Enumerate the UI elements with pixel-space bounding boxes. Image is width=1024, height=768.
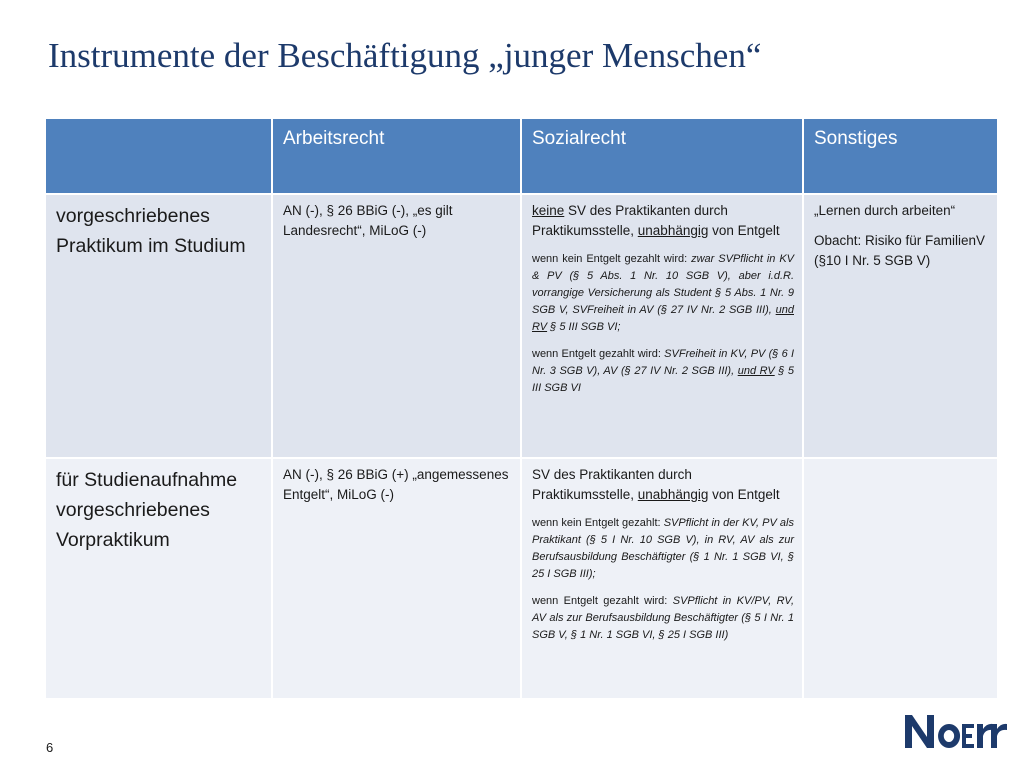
slide-title: Instrumente der Beschäftigung „junger Menschen“ bbox=[48, 36, 762, 75]
logo-letter-o bbox=[938, 724, 960, 748]
sozialrecht-note: wenn kein Entgelt gezahlt wird: zwar SVPflicht in KV & PV (§ 5 Abs. 1 Nr. 10 SGB V), aber i.d.R. vorrangige Versicherung als Student § 5 Abs. 1 Nr. 9 SGB V, SVFreiheit in AV (§ 27 IV Nr. 2 SGB III), und RV § 5 III SGB VI; bbox=[532, 253, 794, 333]
instruments-table bbox=[44, 117, 999, 700]
sonstiges-line: Obacht: Risiko für FamilienV (§10 I Nr. 5 SGB V) bbox=[814, 233, 986, 268]
sozialrecht-note: wenn kein Entgelt gezahlt: SVPflicht in der KV, PV als Praktikant (§ 5 I Nr. 10 SGB V), in RV, AV als zur Berufsausbildung Beschäftigter (§ 1 Nr. 1 SGB VI, § 25 I SGB III); bbox=[532, 517, 794, 580]
sozialrecht-main: SV des Praktikanten durch Praktikumsstelle, unabhängig von Entgelt bbox=[532, 467, 780, 502]
logo-letter-n bbox=[905, 715, 934, 748]
arbeitsrecht-cell: AN (-), § 26 BBiG (-), „es gilt Landesrecht“, MiLoG (-) bbox=[272, 194, 521, 458]
sonstiges-line: „Lernen durch arbeiten“ bbox=[814, 203, 956, 218]
arbeitsrecht-cell: AN (-), § 26 BBiG (+) „angemessenes Entgelt“, MiLoG (-) bbox=[272, 458, 521, 699]
header-sozialrecht: Sozialrecht bbox=[521, 118, 803, 194]
page-number: 6 bbox=[46, 740, 54, 755]
row-label: vorgeschriebenes Praktikum im Studium bbox=[45, 194, 272, 458]
header-arbeitsrecht: Arbeitsrecht bbox=[272, 118, 521, 194]
row-label: für Studienaufnahme vorgeschriebenes Vorpraktikum bbox=[45, 458, 272, 699]
table-header-row bbox=[45, 118, 998, 194]
sozialrecht-main: keine SV des Praktikanten durch Praktikumsstelle, unabhängig von Entgelt bbox=[532, 203, 780, 238]
sozialrecht-note: wenn Entgelt gezahlt wird: SVFreiheit in KV, PV (§ 6 I Nr. 3 SGB V), AV (§ 27 IV Nr. 2 SGB III), und RV § 5 III SGB VI bbox=[532, 348, 795, 394]
noerr-logo bbox=[903, 710, 1007, 752]
header-empty bbox=[45, 118, 272, 194]
table-row bbox=[45, 194, 998, 458]
sonstiges-cell bbox=[803, 458, 998, 699]
header-sonstiges: Sonstiges bbox=[803, 118, 998, 194]
table-row bbox=[45, 458, 998, 699]
sozialrecht-cell bbox=[521, 458, 803, 699]
sozialrecht-note: wenn Entgelt gezahlt wird: SVPflicht in KV/PV, RV, AV als zur Berufsausbildung Beschäftigter (§ 5 I Nr. 1 SGB V, § 1 Nr. 1 SGB VI, § 25 I SGB III) bbox=[532, 595, 795, 641]
logo-letter-r2 bbox=[991, 724, 1007, 748]
sonstiges-cell bbox=[803, 194, 998, 458]
logo-letter-r bbox=[977, 724, 993, 748]
sozialrecht-cell bbox=[521, 194, 803, 458]
